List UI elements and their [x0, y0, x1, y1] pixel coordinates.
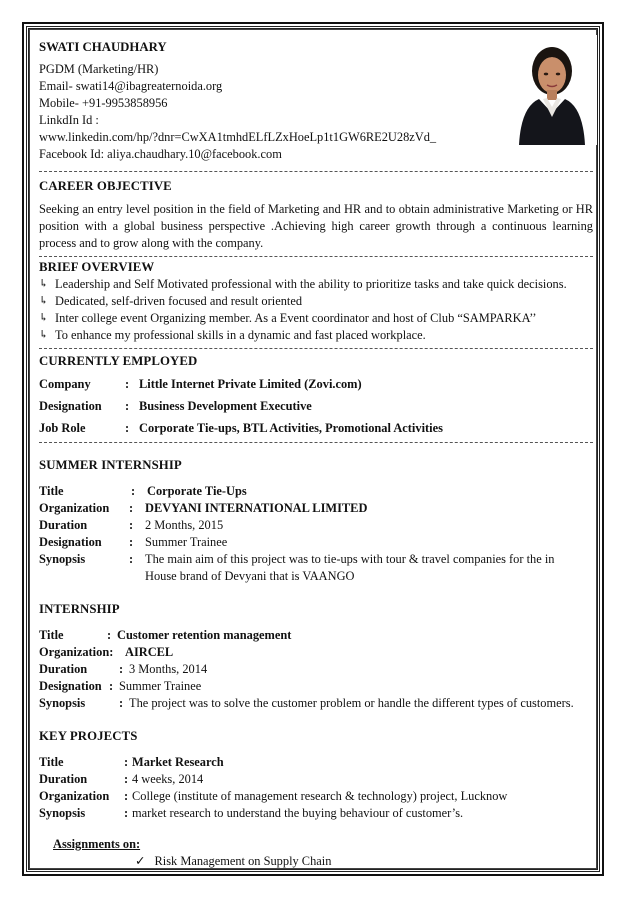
section-divider	[39, 348, 593, 349]
currently-employed-heading: CURRENTLY EMPLOYED	[39, 354, 198, 368]
detail-row: Duration : 3 Months, 2014	[39, 662, 208, 676]
contact-block	[39, 61, 593, 163]
key-projects-details	[39, 754, 593, 822]
arrow-bullet-icon: ↳	[39, 329, 49, 341]
detail-row: Title : Market Research	[39, 755, 224, 769]
linkedin-label: LinkdIn Id :	[39, 113, 99, 127]
detail-row: Duration : 4 weeks, 2014	[39, 772, 204, 786]
career-objective-heading: CAREER OBJECTIVE	[39, 179, 172, 193]
detail-row: Synopsis : market research to understand the buying behaviour of customer’s.	[39, 806, 464, 820]
key-projects-heading: KEY PROJECTS	[39, 729, 138, 743]
internship-heading: INTERNSHIP	[39, 602, 120, 616]
detail-row: Organization: AIRCEL	[39, 645, 174, 659]
degree: PGDM (Marketing/HR)	[39, 62, 159, 76]
section-divider	[39, 171, 593, 172]
brief-overview-heading: BRIEF OVERVIEW	[39, 260, 155, 274]
detail-row: Duration : 2 Months, 2015	[39, 518, 224, 532]
detail-row: Title : Corporate Tie-Ups	[39, 484, 247, 498]
checkmark-icon: ✓	[135, 854, 146, 868]
linkedin-url[interactable]: www.linkedin.com/hp/?dnr=CwXA1tmhdELfLZxHoeLp1t1GW6RE2U28zVd_	[39, 130, 437, 144]
detail-row: Designation : Business Development Executive	[39, 399, 312, 413]
arrow-bullet-icon: ↳	[39, 295, 49, 307]
facebook: Facebook Id: aliya.chaudhary.10@facebook.com	[39, 147, 282, 161]
summer-internship-heading: SUMMER INTERNSHIP	[39, 458, 182, 472]
arrow-bullet-icon: ↳	[39, 312, 49, 324]
list-item: ↳ Inter college event Organizing member. As a Event coordinator and host of Club “SAMPARKA’’	[39, 311, 537, 325]
section-divider	[39, 442, 593, 443]
detail-row: Designation : Summer Trainee	[39, 679, 202, 693]
assignments-label: Assignments on:	[53, 837, 141, 851]
resume-page	[26, 26, 600, 872]
assignment-item: ✓ Risk Management on Supply Chain	[135, 854, 332, 868]
arrow-bullet-icon: ↳	[39, 278, 49, 290]
list-item: ↳ To enhance my professional skills in a dynamic and fast placed workplace.	[39, 328, 426, 342]
section-divider	[39, 256, 593, 257]
mobile: Mobile- +91-9953858956	[39, 96, 168, 110]
detail-row: Synopsis : The project was to solve the customer problem or handle the different types of customers.	[39, 696, 574, 710]
detail-row: Job Role : Corporate Tie-ups, BTL Activities, Promotional Activities	[39, 421, 443, 435]
detail-row: Organization : DEVYANI INTERNATIONAL LIMITED	[39, 501, 368, 515]
summer-internship-details	[39, 483, 593, 585]
detail-row: Title : Customer retention management	[39, 628, 292, 642]
detail-row: Synopsis : The main aim of this project was to tie-ups with tour & travel companies for the in House brand of Devyani that is VAANGO	[39, 552, 555, 583]
overview-list	[39, 276, 593, 344]
career-objective-text: Seeking an entry level position in the field of Marketing and HR and to obtain administrative Marketing or HR position with a global business perspective .Achieving high career growth through a continuous learning process and to grow along with the company.	[39, 202, 593, 250]
detail-row: Designation : Summer Trainee	[39, 535, 228, 549]
employment-details	[39, 376, 593, 437]
list-item: ↳ Leadership and Self Motivated professional with the ability to prioritize tasks and take quick decisions.	[39, 277, 567, 291]
detail-row: Company : Little Internet Private Limited (Zovi.com)	[39, 377, 362, 391]
candidate-name: SWATI CHAUDHARY	[39, 40, 167, 54]
email: Email- swati14@ibagreaternoida.org	[39, 79, 223, 93]
internship-details	[39, 627, 593, 712]
detail-row: Organization : College (institute of management research & technology) project, Lucknow	[39, 789, 508, 803]
list-item: ↳ Dedicated, self-driven focused and result oriented	[39, 294, 303, 308]
